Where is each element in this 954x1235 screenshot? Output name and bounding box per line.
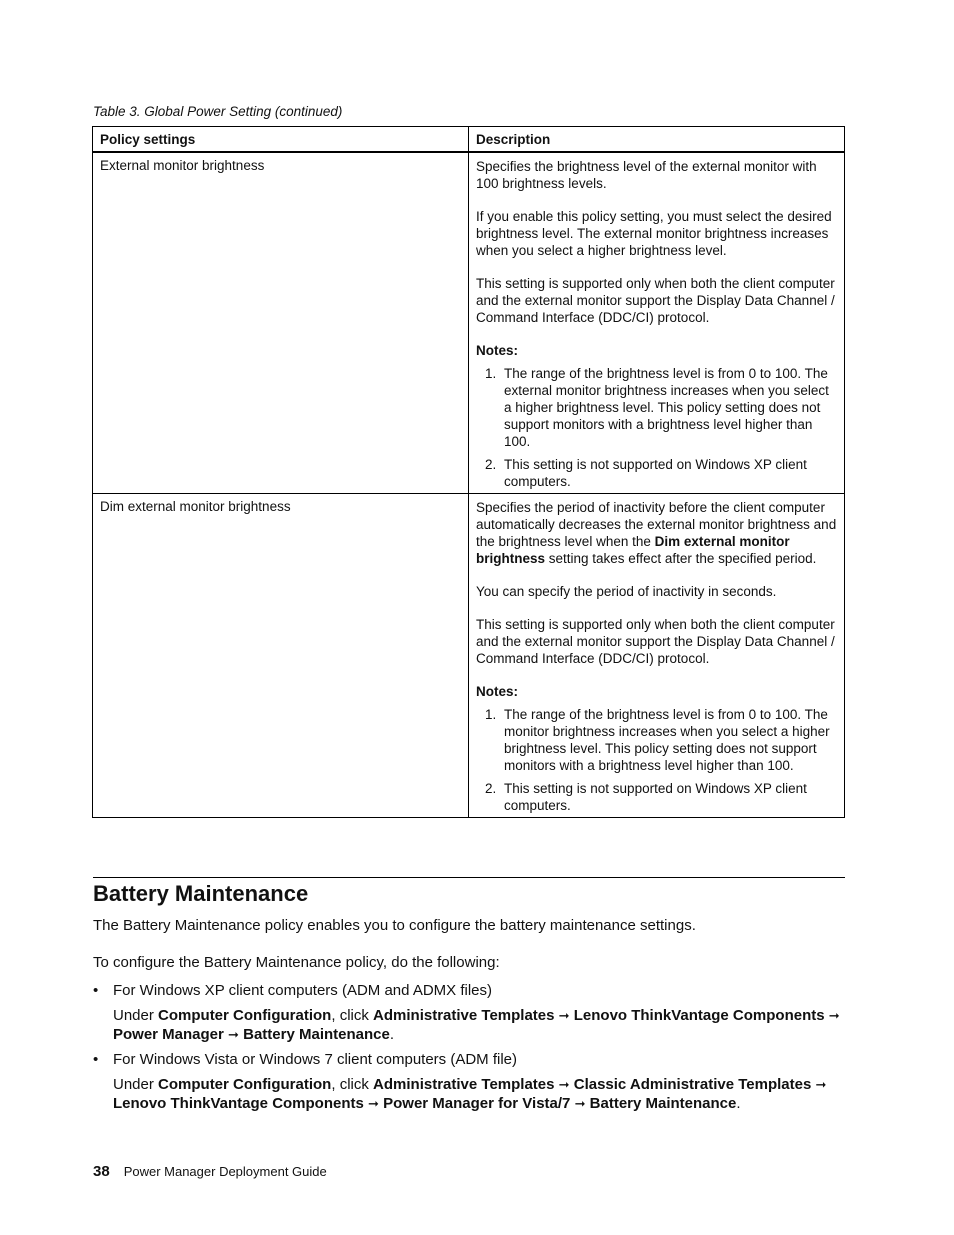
instruction-paragraph: To configure the Battery Maintenance policy, do the following: [93, 954, 500, 971]
path-step: Computer Configuration [158, 1076, 332, 1093]
description-paragraph: This setting is supported only when both the client computer and the external monitor support the Display Data Channel / Command Interface (DDC/CI) protocol. [476, 617, 835, 666]
policy-name: Dim external monitor brightness [93, 494, 469, 818]
note-item: 1. The range of the brightness level is from 0 to 100. The monitor brightness increases when you select a higher brightness level. This policy setting does not support monitors with a brightness level higher than 100. [485, 707, 830, 773]
description-paragraph: If you enable this policy setting, you must select the desired brightness level. The external monitor brightness increases when you select a higher brightness level. [476, 209, 832, 258]
path-step: Lenovo ThinkVantage Components [113, 1095, 364, 1112]
section-heading: Battery Maintenance [93, 881, 309, 906]
column-header-policy: Policy settings [93, 127, 469, 153]
description-paragraph [476, 499, 837, 567]
note-text: This setting is not supported on Windows XP client computers. [504, 781, 807, 813]
column-header-description: Description [469, 127, 845, 153]
bullet-label: For Windows XP client computers (ADM and ADMX files) [113, 982, 493, 999]
note-item: 2. This setting is not supported on Windows XP client computers. [485, 457, 807, 489]
description-paragraph: You can specify the period of inactivity in seconds. [476, 584, 777, 599]
text-run: , click [331, 1007, 374, 1024]
arrow-right-icon: ➞ [558, 1077, 570, 1092]
bullet-label: For Windows Vista or Windows 7 client computers (ADM file) [113, 1051, 518, 1068]
description-paragraph: Specifies the brightness level of the external monitor with 100 brightness levels. [476, 159, 817, 191]
text-run: , click [331, 1076, 374, 1093]
table-caption: Table 3. Global Power Setting (continued) [93, 104, 343, 119]
path-step: Battery Maintenance [589, 1095, 737, 1112]
notes-title: Notes: [476, 343, 519, 358]
intro-paragraph: The Battery Maintenance policy enables you to configure the battery maintenance settings. [93, 917, 696, 934]
navigation-path [113, 1075, 848, 1113]
note-item: 1. The range of the brightness level is from 0 to 100. The external monitor brightness increases when you select a higher brightness level. This policy setting does not support monitors with a brightness level higher than 100. [485, 366, 829, 449]
page-number: 38 [93, 1163, 110, 1180]
arrow-right-icon: ➞ [574, 1096, 586, 1111]
text-run: Under [113, 1007, 159, 1024]
policy-table [92, 126, 845, 818]
bullet-icon: • [93, 1051, 99, 1068]
notes-list [476, 365, 837, 490]
path-step: Power Manager for Vista/7 [383, 1095, 571, 1112]
page-footer [93, 1163, 327, 1181]
note-text: The range of the brightness level is from 0 to 100. The external monitor brightness increases when you select a higher brightness level. This policy setting does not support monitors with a brightness level higher than 100. [504, 366, 829, 449]
path-step: Administrative Templates [373, 1076, 555, 1093]
setting-name-bold: Dim external monitor brightness [476, 534, 790, 566]
text-run: setting takes effect after the specified period. [545, 551, 817, 566]
note-item: 2. This setting is not supported on Windows XP client computers. [485, 781, 807, 813]
notes-title: Notes: [476, 684, 519, 699]
arrow-right-icon: ➞ [828, 1008, 840, 1023]
path-step: Administrative Templates [373, 1007, 555, 1024]
table-row [93, 152, 845, 494]
text-run: Under [113, 1076, 159, 1093]
notes-list [476, 706, 837, 814]
text-run: . [389, 1026, 395, 1043]
table-header-row [93, 127, 845, 153]
path-step: Classic Administrative Templates [573, 1076, 812, 1093]
path-step: Computer Configuration [158, 1007, 332, 1024]
policy-name: External monitor brightness [93, 152, 469, 494]
table-row [93, 494, 845, 818]
arrow-right-icon: ➞ [815, 1077, 827, 1092]
arrow-right-icon: ➞ [228, 1027, 239, 1042]
description-paragraph: This setting is supported only when both the client computer and the external monitor support the Display Data Channel / Command Interface (DDC/CI) protocol. [476, 276, 835, 325]
arrow-right-icon: ➞ [368, 1096, 379, 1111]
path-step: Lenovo ThinkVantage Components [573, 1007, 825, 1024]
document-title: Power Manager Deployment Guide [123, 1164, 327, 1179]
text-run: Specifies the period of inactivity before the client computer automatically decreases the external monitor brightness and the brightness level when the [476, 500, 837, 549]
arrow-right-icon: ➞ [558, 1008, 570, 1023]
navigation-path [113, 1006, 848, 1044]
policy-description [469, 494, 845, 818]
section-divider [93, 877, 845, 878]
text-run: . [736, 1095, 741, 1112]
path-step: Power Manager [113, 1026, 224, 1043]
note-text: This setting is not supported on Windows XP client computers. [504, 457, 807, 489]
policy-description [469, 152, 845, 494]
note-text: The range of the brightness level is from 0 to 100. The monitor brightness increases when you select a higher brightness level. This policy setting does not support monitors with a brightness level higher than 100. [504, 707, 830, 773]
bullet-icon: • [93, 982, 99, 999]
path-step: Battery Maintenance [243, 1026, 390, 1043]
